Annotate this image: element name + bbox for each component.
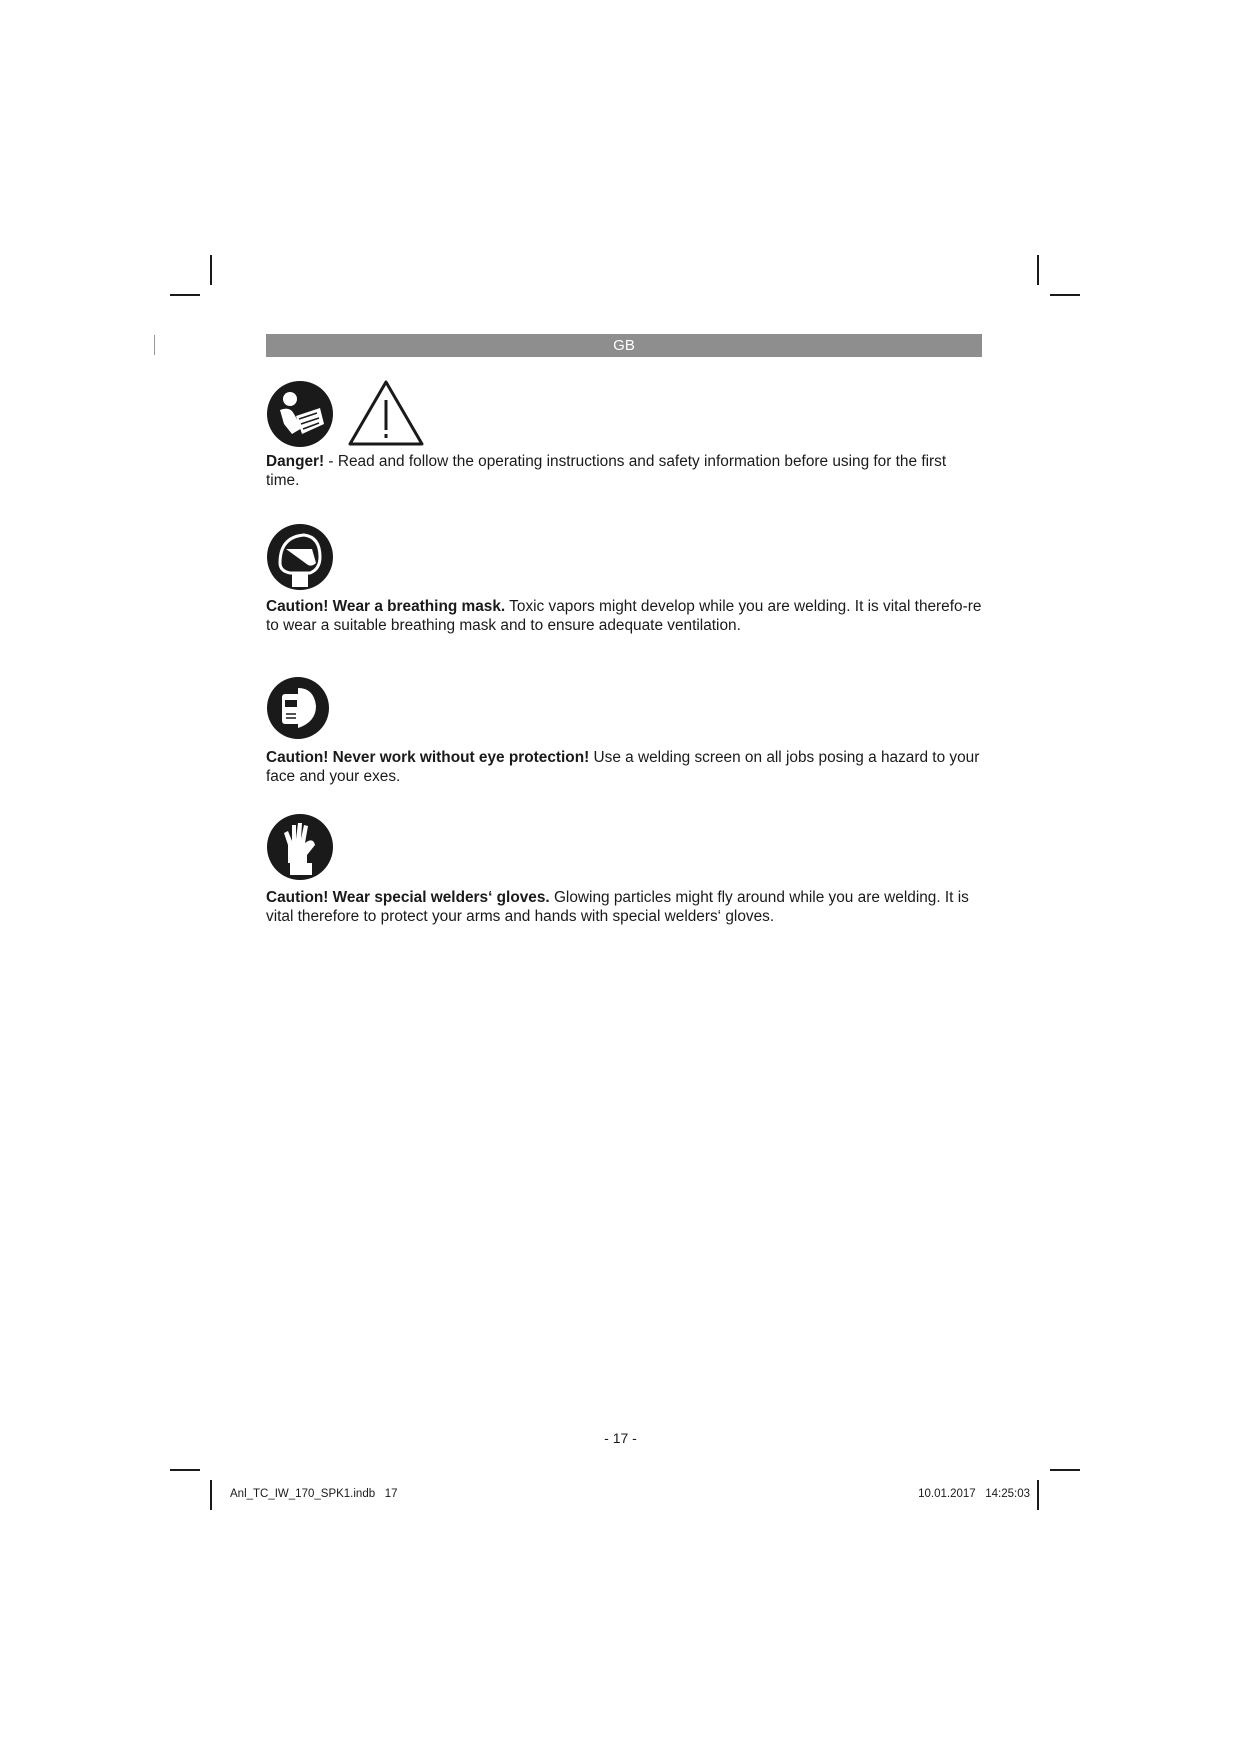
crop-mark-top-left-vertical [210,255,212,285]
gloves-text: Glowing particles might fly around while you are welding. It is vital therefore to protect your arms and hands with special welders‘ gloves. [266,889,969,925]
danger-lead: Danger! [266,453,325,470]
crop-mark-bottom-left-horizontal [170,1469,200,1471]
danger-text: - Read and follow the operating instructions and safety information before using for the first time. [266,453,947,489]
crop-mark-top-right-horizontal [1050,294,1080,296]
eye-protection-text: Use a welding screen on all jobs posing a hazard to your face and your exes. [266,749,980,785]
read-manual-icon [266,380,334,448]
breathing-mask-paragraph [266,597,982,635]
gloves-lead: Caution! Wear special welders‘ gloves. [266,889,550,906]
welding-screen-icon [266,676,330,740]
danger-icon-row [266,378,426,448]
margin-mark [154,335,155,355]
breathing-mask-icon-row [266,523,334,591]
eye-protection-paragraph [266,748,982,786]
danger-paragraph [266,452,982,490]
crop-mark-bottom-right-horizontal [1050,1469,1080,1471]
gloves-paragraph [266,888,982,926]
crop-mark-bottom-right-vertical [1037,1480,1039,1510]
language-label: GB [613,337,635,354]
eye-protection-lead: Caution! Never work without eye protection! [266,749,590,766]
crop-mark-bottom-left-vertical [210,1480,212,1510]
date-slug: 10.01.2017 14:25:03 [918,1488,1030,1500]
breathing-mask-icon [266,523,334,591]
language-header-bar [266,334,982,357]
breathing-mask-lead: Caution! Wear a breathing mask. [266,598,506,615]
welding-gloves-icon [266,813,334,881]
eye-protection-icon-row [266,676,330,740]
gloves-icon-row [266,813,334,881]
file-slug: Anl_TC_IW_170_SPK1.indb 17 [230,1488,398,1500]
page-number: - 17 - [604,1430,637,1446]
warning-triangle-icon [346,378,426,448]
crop-mark-top-right-vertical [1037,255,1039,285]
crop-mark-top-left-horizontal [170,294,200,296]
breathing-mask-text: Toxic vapors might develop while you are welding. It is vital therefo-re to wear a suitable breathing mask and to ensure adequate ventilation. [266,598,982,634]
